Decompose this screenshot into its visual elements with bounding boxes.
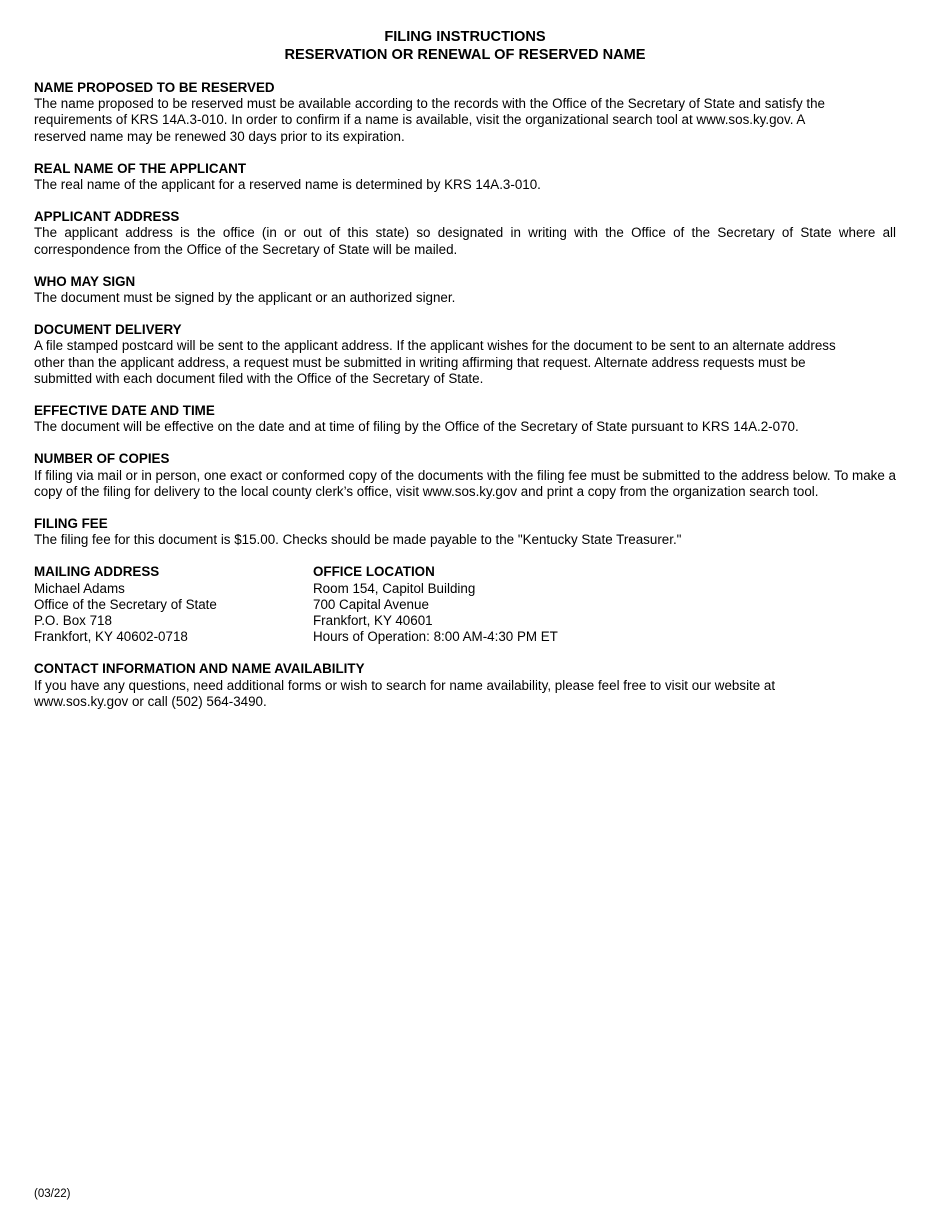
- section-number-of-copies: [34, 451, 896, 500]
- section-body: [34, 338, 896, 387]
- mailing-address-line: P.O. Box 718: [34, 613, 112, 629]
- section-effective-date: [34, 403, 896, 435]
- section-body: The document must be signed by the applicant or an authorized signer.: [34, 290, 456, 306]
- section-body: The document will be effective on the date and at time of filing by the Office of the Secretary of State pursuant to KRS 14A.2-070.: [34, 419, 799, 435]
- address-block: [34, 564, 896, 645]
- body-line: reserved name may be renewed 30 days prior to its expiration.: [34, 128, 405, 144]
- office-location-line: Frankfort, KY 40601: [313, 613, 433, 629]
- section-heading: CONTACT INFORMATION AND NAME AVAILABILITY: [34, 661, 365, 677]
- office-location: [313, 564, 558, 645]
- section-document-delivery: [34, 322, 896, 387]
- section-applicant-address: [34, 209, 896, 258]
- section-heading: NUMBER OF COPIES: [34, 451, 170, 467]
- body-line: The name proposed to be reserved must be available according to the records with the Office of the Secretary of State and satisfy the: [34, 96, 825, 112]
- section-filing-fee: [34, 516, 896, 548]
- section-heading: WHO MAY SIGN: [34, 273, 136, 289]
- title-line-1: FILING INSTRUCTIONS: [384, 29, 546, 45]
- section-contact: [34, 661, 896, 710]
- revision-date: (03/22): [34, 1188, 71, 1200]
- instructions-page: [34, 28, 896, 710]
- mailing-address-line: Frankfort, KY 40602-0718: [34, 629, 188, 645]
- mailing-address-heading: MAILING ADDRESS: [34, 564, 160, 580]
- office-location-line: Hours of Operation: 8:00 AM-4:30 PM ET: [313, 629, 558, 645]
- office-location-line: 700 Capital Avenue: [313, 596, 429, 612]
- section-who-may-sign: [34, 274, 896, 306]
- section-body: The real name of the applicant for a reserved name is determined by KRS 14A.3-010.: [34, 177, 541, 193]
- section-heading: APPLICANT ADDRESS: [34, 209, 180, 225]
- mailing-address: [34, 564, 313, 645]
- body-line: www.sos.ky.gov or call (502) 564-3490.: [34, 693, 267, 709]
- body-line: If you have any questions, need additional forms or wish to search for name availability, please feel free to visit our website at: [34, 677, 776, 693]
- section-body: If filing via mail or in person, one exact or conformed copy of the documents with the filing fee must be submitted to the address below. To make a copy of the filing for delivery to the local county clerk’s office, visit www.sos.ky.gov and print a copy from the organization search tool.: [34, 467, 896, 499]
- office-location-heading: OFFICE LOCATION: [313, 564, 435, 580]
- section-heading: FILING FEE: [34, 516, 108, 532]
- section-body: [34, 678, 896, 710]
- body-line: requirements of KRS 14A.3-010. In order to confirm if a name is available, visit the organizational search tool at www.sos.ky.gov. A: [34, 112, 806, 128]
- section-body: The filing fee for this document is $15.00. Checks should be made payable to the "Kentucky State Treasurer.": [34, 532, 682, 548]
- section-heading: NAME PROPOSED TO BE RESERVED: [34, 80, 275, 95]
- office-location-line: Room 154, Capitol Building: [313, 580, 476, 596]
- section-body: The applicant address is the office (in or out of this state) so designated in writing with the Office of the Secretary of State where all correspondence from the Office of the Secretary of State will be mailed.: [34, 225, 896, 257]
- section-real-name: [34, 161, 896, 193]
- body-line: submitted with each document filed with the Office of the Secretary of State.: [34, 370, 484, 386]
- section-body: [34, 96, 896, 145]
- section-heading: EFFECTIVE DATE AND TIME: [34, 403, 215, 419]
- body-line: A file stamped postcard will be sent to the applicant address. If the applicant wishes for the document to be sent to an alternate address: [34, 338, 836, 354]
- section-heading: DOCUMENT DELIVERY: [34, 322, 182, 338]
- body-line: other than the applicant address, a request must be submitted in writing affirming that request. Alternate address requests must be: [34, 354, 806, 370]
- mailing-address-line: Office of the Secretary of State: [34, 596, 217, 612]
- title-line-2: RESERVATION OR RENEWAL OF RESERVED NAME: [284, 47, 646, 63]
- section-heading: REAL NAME OF THE APPLICANT: [34, 160, 247, 176]
- mailing-address-line: Michael Adams: [34, 580, 125, 596]
- section-name-proposed: [34, 80, 896, 145]
